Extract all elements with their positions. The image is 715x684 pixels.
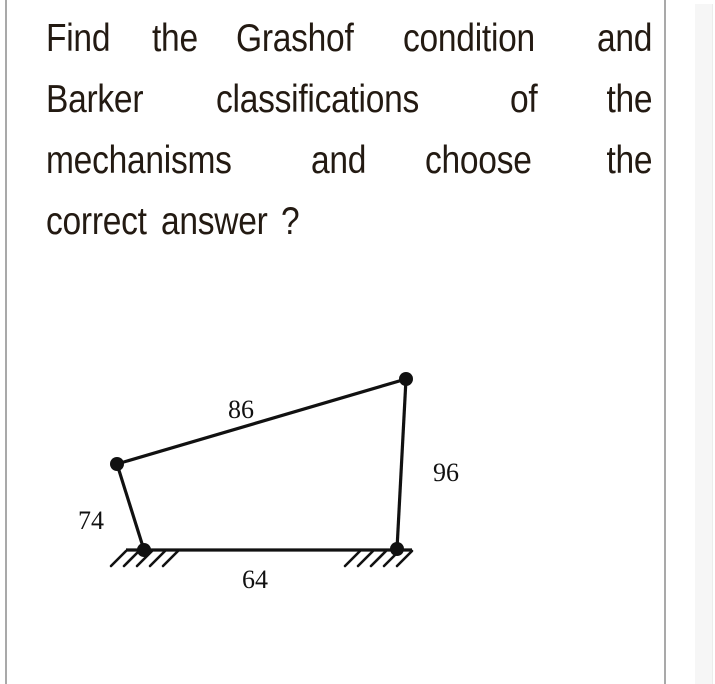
word: ? bbox=[281, 200, 300, 243]
word: the bbox=[151, 17, 198, 60]
word: choose bbox=[425, 139, 532, 182]
word: Find bbox=[46, 17, 111, 60]
word: of bbox=[509, 78, 538, 121]
word: mechanisms bbox=[46, 139, 232, 182]
word: condition bbox=[403, 17, 536, 60]
word: Barker bbox=[46, 78, 144, 121]
input-crank-link bbox=[117, 464, 144, 550]
output-rocker-link bbox=[397, 379, 406, 549]
word: Grashof bbox=[235, 17, 354, 60]
word: correct bbox=[46, 200, 147, 243]
coupler-link bbox=[117, 379, 406, 464]
word: and bbox=[311, 139, 367, 182]
word: and bbox=[596, 17, 652, 60]
crank-length-label: 74 bbox=[78, 506, 104, 535]
joint-a-icon bbox=[110, 457, 124, 471]
word: classifications bbox=[216, 78, 420, 121]
word: answer bbox=[161, 200, 268, 243]
coupler-length-label: 86 bbox=[228, 395, 254, 424]
word: the bbox=[606, 139, 652, 182]
rocker-length-label: 96 bbox=[433, 458, 459, 487]
joint-o4-icon bbox=[390, 542, 404, 556]
word: the bbox=[606, 78, 652, 121]
ground-length-label: 64 bbox=[242, 565, 268, 594]
joint-o2-icon bbox=[137, 543, 151, 557]
joint-b-icon bbox=[399, 372, 413, 386]
